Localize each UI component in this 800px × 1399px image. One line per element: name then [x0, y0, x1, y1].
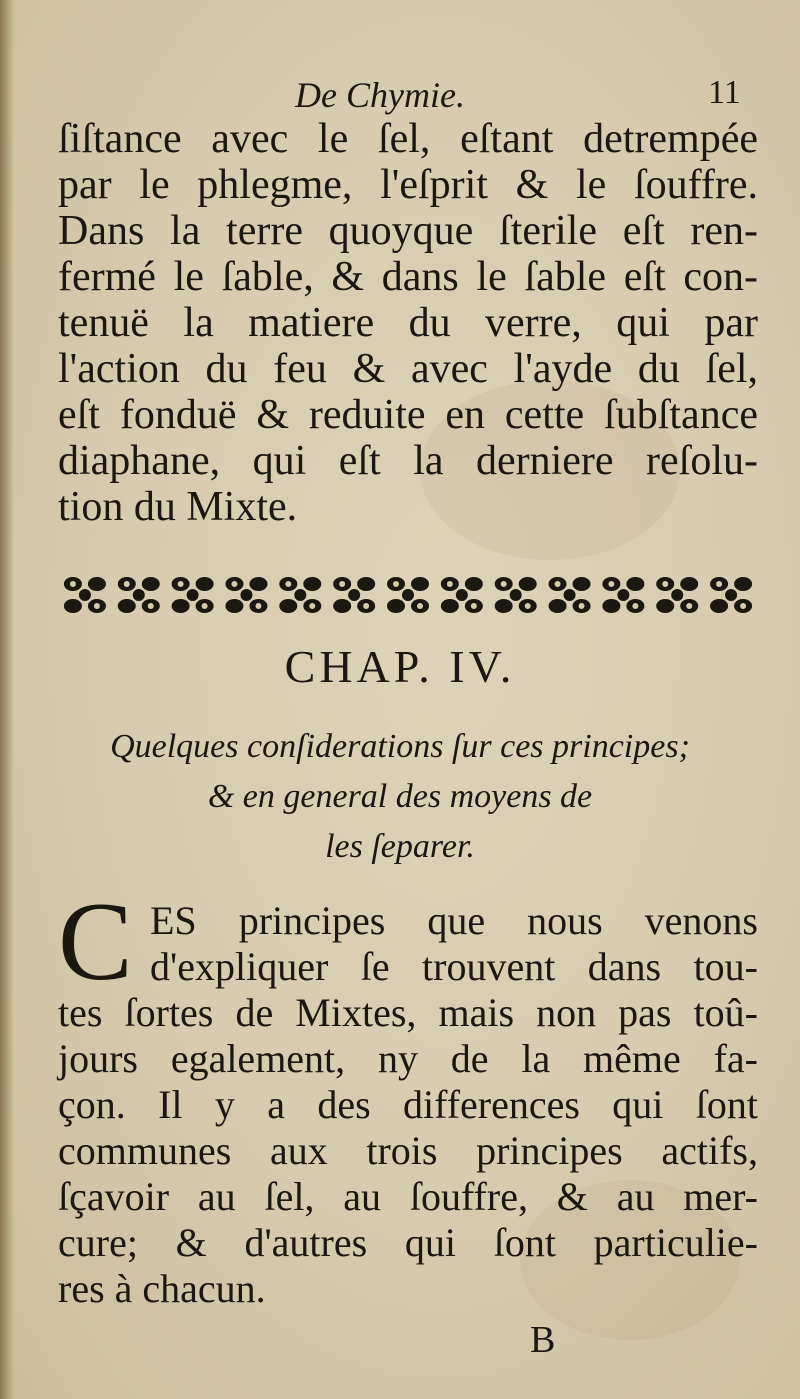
running-title: De Chymie. — [295, 75, 465, 115]
text-line: tion du Mixte. — [58, 484, 298, 530]
text-line: communes aux trois principes actifs, — [58, 1128, 758, 1173]
text-line: res à chacun. — [58, 1266, 266, 1311]
chapter-paragraph — [58, 880, 758, 1312]
text-line: ſiſtance avec le ſel, eſtant detrempée — [58, 116, 758, 162]
page-number: 11 — [708, 74, 741, 111]
text-line: diaphane, qui eſt la derniere reſolu- — [58, 438, 758, 484]
ornament-unit — [64, 577, 106, 613]
ornament-unit — [441, 577, 483, 613]
chapter-heading: CHAP. IV. — [284, 641, 516, 692]
ornament-unit — [656, 577, 698, 613]
ornament-unit — [118, 577, 160, 613]
text-line: par le phlegme, l'eſprit & le ſouffre. — [58, 162, 758, 208]
signature-mark: B — [530, 1319, 556, 1361]
ornament-band — [58, 562, 758, 626]
page-gutter-shadow — [0, 0, 14, 1399]
text-line: l'action du feu & avec l'ayde du ſel, — [58, 346, 758, 392]
subtitle-line: les ſeparer. — [325, 828, 475, 865]
subtitle-line: Quelques conſiderations ſur ces principes; — [110, 728, 690, 765]
subtitle-line: & en general des moyens de — [207, 778, 593, 815]
text-line: cure; & d'autres qui ſont particulie- — [58, 1220, 758, 1265]
ornament-unit — [225, 577, 267, 613]
ornament-unit — [333, 577, 375, 613]
text-line: fermé le ſable, & dans le ſable eſt con- — [58, 254, 758, 300]
text-line: tes ſortes de Mixtes, mais non pas toû- — [58, 990, 758, 1035]
ornament-unit — [172, 577, 214, 613]
ornament-unit — [602, 577, 644, 613]
text-line: Dans la terre quoyque ſterile eſt ren- — [58, 208, 758, 254]
text-line: eſt fonduë & reduite en cette ſubſtance — [58, 392, 758, 438]
running-head — [0, 70, 800, 120]
text-line: tenuë la matiere du verre, qui par — [58, 300, 758, 346]
ornament-unit — [495, 577, 537, 613]
text-line: çon. Il y a des differences qui ſont — [58, 1082, 758, 1127]
text-line: ſçavoir au ſel, au ſouffre, & au mer- — [58, 1174, 758, 1219]
text-line: ES principes que nous venons — [150, 898, 758, 943]
text-line: d'expliquer ſe trouvent dans tou- — [150, 944, 758, 989]
ornament-unit — [710, 577, 752, 613]
ornament-unit — [549, 577, 591, 613]
drop-cap: C — [58, 880, 133, 1004]
chapter-subtitle — [0, 722, 800, 872]
paragraph-continued — [58, 116, 758, 530]
text-line: jours egalement, ny de la même fa- — [58, 1036, 758, 1081]
ornament-unit — [387, 577, 429, 613]
ornament-unit — [279, 577, 321, 613]
